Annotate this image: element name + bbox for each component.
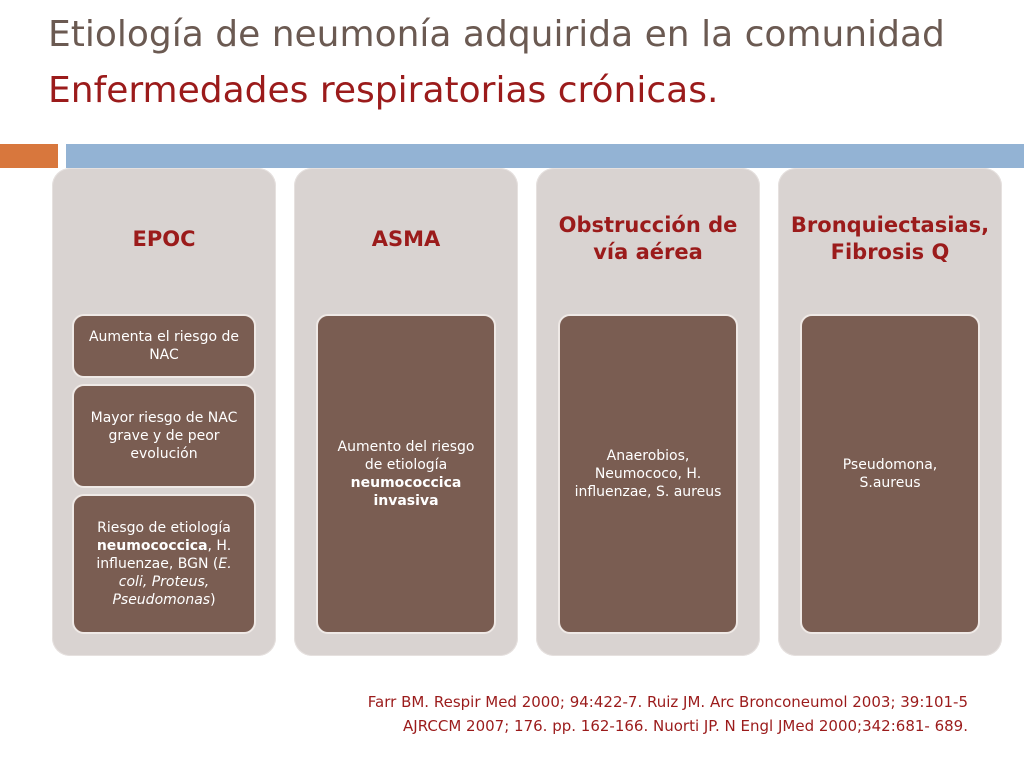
reference-line-1: Farr BM. Respir Med 2000; 94:422-7. Ruiz JM. Arc Bronconeumol 2003; 39:101-5 [367, 693, 968, 711]
epoc-item-2 [72, 384, 256, 488]
panel-heading: EPOC [132, 227, 196, 251]
accent-bar-orange [0, 144, 58, 168]
epoc-item-1 [72, 314, 256, 378]
obstruccion-item-1 [558, 314, 738, 634]
panel-epoc [52, 168, 276, 656]
panel-asma [294, 168, 518, 656]
item-text: Pseudomona, S.aureus [842, 457, 938, 491]
asma-item-1 [316, 314, 496, 634]
panel-obstruccion [536, 168, 760, 656]
epoc-item-3 [72, 494, 256, 634]
item-text: Aumento del riesgo de etiología neumococcica invasiva [337, 439, 475, 509]
panel-heading: Bronquiectasias, Fibrosis Q [790, 213, 990, 264]
item-text: Mayor riesgo de NAC grave y de peor evolución [90, 410, 238, 462]
panel-heading: Obstrucción de vía aérea [558, 213, 738, 264]
item-text: Riesgo de etiología neumococcica, H. influenzae, BGN (E. coli, Proteus, Pseudomonas) [96, 520, 232, 608]
page-subtitle: Enfermedades respiratorias crónicas. [48, 70, 719, 111]
panel-bronquiectasias [778, 168, 1002, 656]
panel-heading: ASMA [371, 227, 441, 251]
page-title: Etiología de neumonía adquirida en la comunidad [48, 14, 945, 55]
item-text: Aumenta el riesgo de NAC [88, 329, 239, 363]
reference-citation [368, 690, 968, 738]
reference-line-2: AJRCCM 2007; 176. pp. 162-166. Nuorti JP. N Engl JMed 2000;342:681- 689. [403, 717, 968, 735]
accent-bar-blue [66, 144, 1024, 168]
item-text: Anaerobios, Neumococo, H. influenzae, S. aureus [574, 448, 722, 500]
bronquiectasias-item-1 [800, 314, 980, 634]
